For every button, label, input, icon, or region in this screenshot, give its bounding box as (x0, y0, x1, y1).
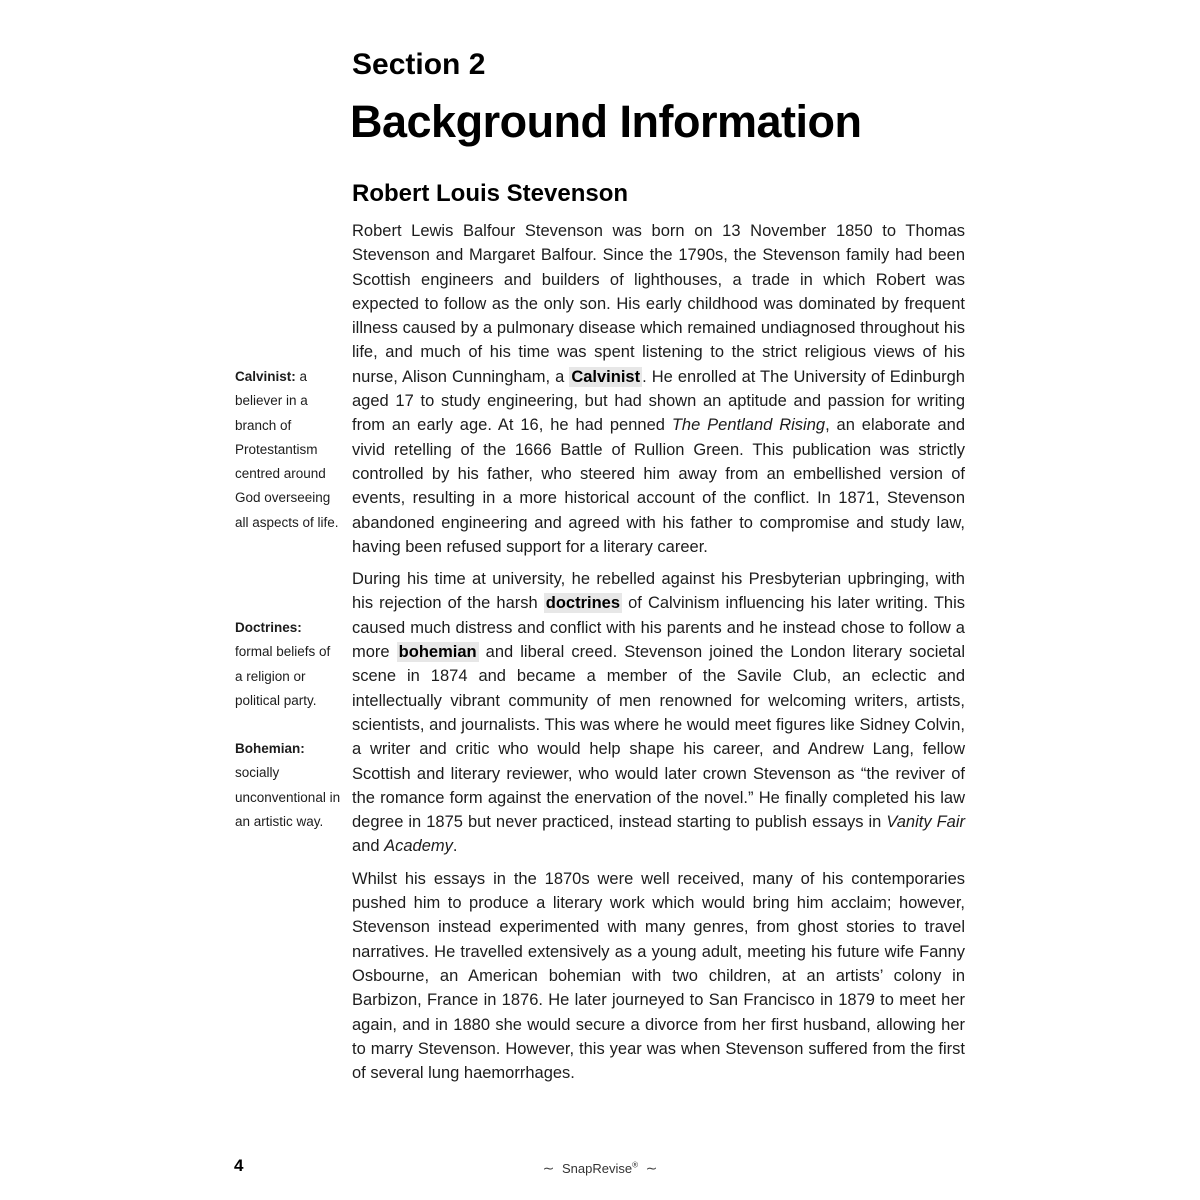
margin-note-term: Calvinist: (235, 369, 296, 384)
brand-name: SnapRevise (561, 1161, 633, 1176)
italic-work-title: Vanity Fair (886, 813, 965, 832)
paragraph (352, 219, 965, 559)
page-title: Background Information (350, 96, 862, 147)
italic-work-title: Academy (384, 837, 453, 856)
margin-note-calvinist (235, 365, 341, 535)
tilde-ornament-right: ∼ (645, 1160, 658, 1176)
margin-note-bohemian (235, 737, 341, 834)
italic-work-title: The Pentland Rising (671, 416, 826, 435)
tilde-ornament-left: ∼ (542, 1160, 555, 1176)
body-text: During his time at university, he rebelled against his Presbyterian upbringing, with his rejection of the harsh (352, 570, 965, 613)
body-text: Whilst his essays in the 1870s were well received, many of his contemporaries pushed him to produce a literary work which would bring him acclaim; however, Stevenson instead experimented with many genres, from ghost stories to travel narratives. He travelled extensively as a young adult, meeting his future wife Fanny Osbourne, an American bohemian with two children, at an artists’ colony in Barbizon, France in 1876. He later journeyed to San Francisco in 1879 to meet her again, and in 1880 she would secure a divorce from her first husband, allowing her to marry Stevenson. However, this year was when Stevenson suffered from the first of several lung haemorrhages. (352, 869, 965, 1083)
page-number: 4 (234, 1156, 244, 1175)
margin-note-definition: a believer in a branch of Protestantism centred around God overseeing all aspects of life. (235, 369, 339, 530)
highlighted-term: doctrines (545, 594, 621, 613)
body-text: . He enrolled at The University of Edinburgh aged 17 to study engineering, but had shown an aptitude and passion for writing from an early age. At 16, he had penned (352, 367, 965, 435)
article-body (352, 219, 965, 1093)
footer-brand (0, 1160, 1200, 1177)
body-text: and liberal creed. Stevenson joined the London literary societal scene in 1874 and became a member of the Savile Club, an eclectic and intellectually vibrant community of men renowned for welcoming writers, artists, scientists, and journalists. This was where he would meet figures like Sidney Colvin, a writer and critic who would help shape his career, and Andrew Lang, fellow Scottish and literary reviewer, who would later crown Stevenson as “the reviver of the romance form against the enervation of the novel.” He finally completed his law degree in 1875 but never practiced, instead starting to publish essays in (352, 643, 965, 832)
article-subtitle: Robert Louis Stevenson (352, 180, 629, 207)
margin-note-doctrines (235, 616, 341, 713)
body-text: and (352, 837, 385, 856)
highlighted-term: bohemian (398, 643, 477, 662)
body-text: of Calvinism influencing his later writing. This caused much distress and conflict with his parents and he instead chose to follow a more (352, 594, 965, 662)
section-label: Section 2 (352, 48, 486, 81)
margin-note-term: Bohemian: (235, 741, 305, 756)
margin-note-term: Doctrines: (235, 620, 302, 635)
registered-trademark-symbol: ® (632, 1160, 638, 1170)
paragraph (352, 567, 965, 859)
highlighted-term: Calvinist (571, 367, 641, 386)
body-text: Robert Lewis Balfour Stevenson was born on 13 November 1850 to Thomas Stevenson and Margaret Balfour. Since the 1790s, the Stevenson family had been Scottish engineers and builders of lighthouses, a trade in which Robert was expected to follow as the only son. His early childhood was dominated by frequent illness caused by a pulmonary disease which remained undiagnosed throughout his life, and much of his time was spent listening to the strict religious views of his nurse, Alison Cunningham, a (352, 222, 965, 386)
body-text: . (452, 837, 458, 856)
paragraph (352, 867, 965, 1086)
margin-note-definition: formal beliefs of a religion or political party. (235, 644, 331, 708)
margin-note-definition: socially unconventional in an artistic way. (235, 765, 341, 829)
body-text: , an elaborate and vivid retelling of the 1666 Battle of Rullion Green. This publication was strictly controlled by his father, who steered him away from an embellished version of events, resulting in a more historical account of the conflict. In 1871, Stevenson abandoned engineering and agreed with his father to compromise and study law, having been refused support for a literary career. (352, 416, 966, 556)
